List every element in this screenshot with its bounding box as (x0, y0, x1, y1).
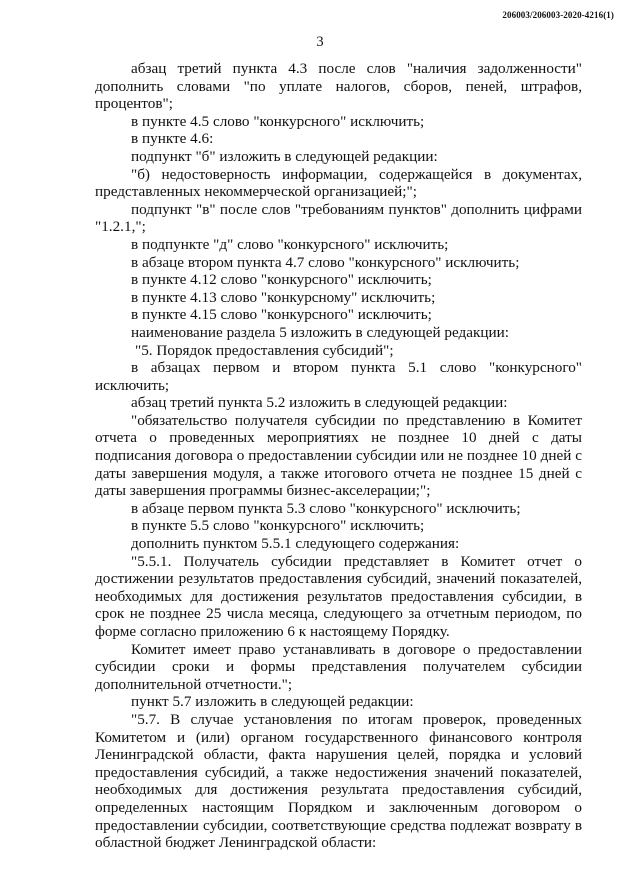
paragraph: "обязательство получателя субсидии по представлению в Комитет отчета о проведенных мероприятиях не позднее 10 дней с даты подписания договора о предоставлении субсидии или не позднее 10 дней с даты завершения модуля, а также итогового отчета не позднее 15 дней с даты завершения программы бизнес-акселерации;"; (95, 411, 582, 500)
paragraph: пункт 5.7 изложить в следующей редакции: (131, 693, 414, 711)
paragraph: в пункте 4.6: (131, 130, 214, 148)
paragraph: в пункте 5.5 слово "конкурсного" исключить; (131, 517, 425, 535)
paragraph: в подпункте "д" слово "конкурсного" исключить; (131, 235, 449, 253)
paragraph: в пункте 4.12 слово "конкурсного" исключить; (131, 271, 432, 289)
paragraph: абзац третий пункта 4.3 после слов "наличия задолженности" дополнить словами "по уплате налогов, сборов, пеней, штрафов, процентов"; (95, 60, 582, 113)
paragraph: подпункт "б" изложить в следующей редакции: (131, 147, 438, 165)
paragraph: "5.5.1. Получатель субсидии представляет в Комитет отчет о достижении результатов предоставления субсидий, значений показателей, необходимых для достижения результатов предоставления субсидии, в срок не позднее 25 числа месяца, следующего за отчетным периодом, по форме согласно приложению 6 к настоящему Порядку. (95, 552, 582, 640)
paragraph: в пункте 4.5 слово "конкурсного" исключить; (131, 112, 425, 130)
paragraph: подпункт "в" после слов "требованиям пунктов" дополнить цифрами "1.2.1,"; (95, 200, 582, 236)
paragraph: "5.7. В случае установления по итогам проверок, проведенных Комитетом и (или) органом государственного финансового контроля Ленинградской области, факта нарушения целей, порядка и условий предоставления субсидий, а также недостижения значений показателей, необходимых для достижения результата предоставления субсидий, определенных настоящим Порядком и заключенным договором о предоставлении субсидии, соответствующие средства подлежат возврату в областной бюджет Ленинградской области: (95, 710, 582, 852)
paragraph: "5. Порядок предоставления субсидий"; (135, 341, 394, 359)
paragraph: наименование раздела 5 изложить в следующей редакции: (131, 323, 509, 341)
document-body (95, 60, 582, 852)
paragraph: абзац третий пункта 5.2 изложить в следующей редакции: (131, 394, 508, 412)
document-code: 206003/206003-2020-4216(1) (502, 10, 614, 20)
paragraph: в пункте 4.13 слово "конкурсному" исключить; (131, 288, 436, 306)
page-number: 3 (316, 34, 324, 50)
paragraph: в пункте 4.15 слово "конкурсного" исключить; (131, 306, 432, 324)
paragraph: в абзаце втором пункта 4.7 слово "конкурсного" исключить; (131, 253, 520, 271)
paragraph: в абзаце первом пункта 5.3 слово "конкурсного" исключить; (131, 499, 521, 517)
paragraph: Комитет имеет право устанавливать в договоре о предоставлении субсидии сроки и формы представления получателем субсидии дополнительной отчетности."; (95, 640, 582, 693)
paragraph: "б) недостоверность информации, содержащейся в документах, представленных некоммерческой организацией;"; (95, 165, 582, 201)
paragraph: в абзацах первом и втором пункта 5.1 слово "конкурсного" исключить; (95, 359, 582, 394)
paragraph: дополнить пунктом 5.5.1 следующего содержания: (131, 535, 460, 553)
